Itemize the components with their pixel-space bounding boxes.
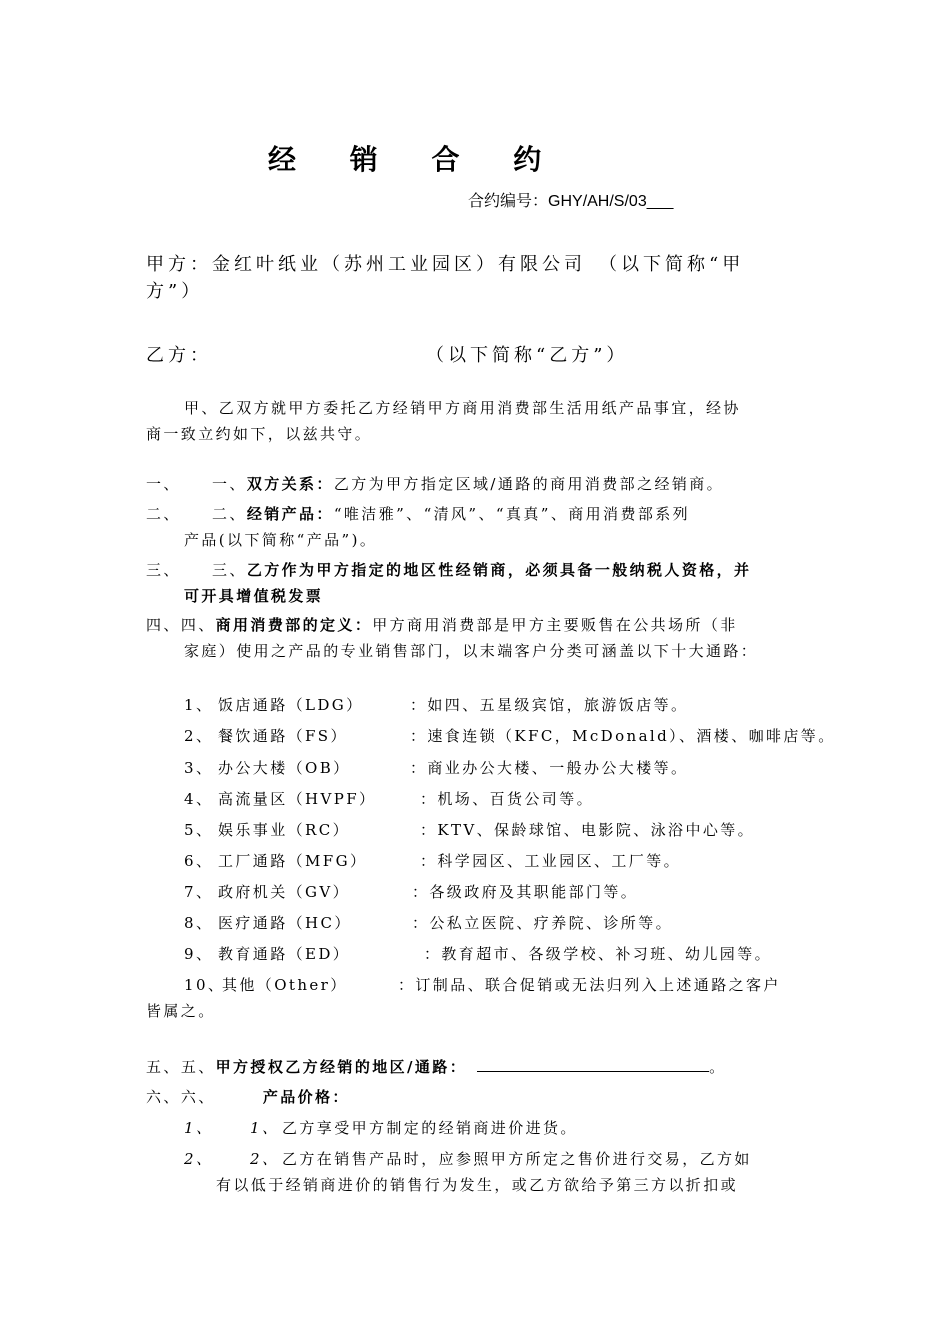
channel-description: ：商业办公大楼、一般办公大楼等。 [410, 759, 689, 777]
party-a-line2: 方”） [146, 281, 204, 302]
party-b-suffix: （以下简称“乙方”） [426, 345, 629, 366]
clause-1-text: 乙方为甲方指定区域/通路的商用消费部之经销商。 [333, 475, 725, 493]
channel-number: 7、 [184, 883, 214, 901]
channel-number: 4、 [184, 790, 214, 808]
channel-name: 医疗通路（HC） [218, 914, 352, 932]
clause-3-number: 三、 [146, 561, 181, 579]
channel-description: ：机场、百货公司等。 [420, 790, 595, 808]
clause-5-number: 五、 [146, 1058, 181, 1076]
channel-name: 教育通路（ED） [218, 945, 351, 963]
channel-name: 餐饮通路（FS） [218, 727, 348, 745]
clause-2-subnumber: 二、 [212, 505, 247, 523]
contract-number [468, 188, 673, 211]
clause-2 [146, 503, 690, 524]
party-a-line1: 甲方：金红叶纸业（苏州工业园区）有限公司 （以下简称“甲 [146, 254, 745, 275]
contract-number-value: GHY/AH/S/03___ [548, 193, 674, 210]
channel-item [184, 788, 594, 809]
clause-4-heading: 商用消费部的定义： [215, 616, 373, 634]
price-item-subnumber: 2、 [250, 1150, 280, 1168]
price-item-number: 2、 [184, 1150, 214, 1168]
clause-6-heading: 产品价格： [262, 1088, 350, 1106]
clause-3 [146, 559, 751, 580]
price-item-subnumber: 1、 [250, 1119, 280, 1137]
clause-5 [146, 1056, 727, 1077]
channel-description: ：公私立医院、疗养院、诊所等。 [412, 914, 674, 932]
channel-number: 6、 [184, 852, 214, 870]
channel-description: ：速食连锁（KFC，McDonald）、酒楼、咖啡店等。 [410, 727, 836, 745]
channel-number: 2、 [184, 727, 214, 745]
channel-number: 1、 [184, 696, 214, 714]
channel-item [184, 912, 673, 933]
channel-name: 饭店通路（LDG） [218, 696, 364, 714]
channel-number: 5、 [184, 821, 214, 839]
clause-1-subnumber: 一、 [212, 475, 247, 493]
clause-1-heading: 双方关系： [246, 475, 334, 493]
channel-item [184, 725, 836, 746]
channel-item [184, 694, 688, 715]
channel-number: 8、 [184, 914, 214, 932]
price-item-1 [184, 1117, 578, 1138]
clause-3-line2: 可开具增值税发票 [184, 587, 324, 605]
clause-5-heading: 甲方授权乙方经销的地区/通路： [215, 1058, 468, 1076]
channel-description: ：教育超市、各级学校、补习班、幼儿园等。 [424, 945, 773, 963]
clause-6-number: 六、 [146, 1088, 181, 1106]
channel-item [184, 943, 772, 964]
channel-number: 9、 [184, 945, 214, 963]
intro-line1: 甲、乙双方就甲方委托乙方经销甲方商用消费部生活用纸产品事宜，经协 [184, 399, 741, 417]
clause-4-text: 甲方商用消费部是甲方主要贩售在公共场所（非 [372, 616, 738, 634]
clause-1-number: 一、 [146, 475, 181, 493]
channel-name: 工厂通路（MFG） [218, 852, 368, 870]
clause-6-subnumber: 六、 [180, 1088, 216, 1106]
clause-4-number: 四、 [146, 616, 181, 634]
party-b-label: 乙方： [146, 345, 212, 366]
clause-5-end: 。 [709, 1058, 727, 1076]
clause-1 [146, 473, 724, 494]
channel-item [184, 819, 755, 840]
channel-name: 政府机关（GV） [218, 883, 351, 901]
clause-4-line2: 家庭）使用之产品的专业销售部门，以末端客户分类可涵盖以下十大通路： [184, 642, 759, 660]
clause-4-subnumber: 四、 [180, 616, 216, 634]
price-item-2 [184, 1148, 752, 1169]
channel-description: ：各级政府及其职能部门等。 [412, 883, 639, 901]
channel-item [184, 974, 781, 995]
channel-number: 3、 [184, 759, 214, 777]
channel-number: 10、 [184, 976, 226, 994]
price-item-text: 乙方在销售产品时，应参照甲方所定之售价进行交易，乙方如 [282, 1150, 752, 1168]
region-fill-line[interactable] [477, 1059, 709, 1072]
clause-3-text: 乙方作为甲方指定的地区性经销商，必须具备一般纳税人资格，并 [246, 561, 752, 579]
channel-name: 办公大楼（OB） [218, 759, 351, 777]
price-item-2-line2: 有以低于经销商进价的销售行为发生，或乙方欲给予第三方以折扣或 [216, 1176, 739, 1194]
channel-item [184, 757, 688, 778]
clause-2-number: 二、 [146, 505, 181, 523]
price-item-text: 乙方享受甲方制定的经销商进价进货。 [282, 1119, 578, 1137]
channel-item [184, 881, 638, 902]
clause-2-text: “唯洁雅”、“清风”、“真真”、商用消费部系列 [333, 505, 691, 523]
clause-4 [146, 614, 738, 635]
clause-6 [146, 1086, 350, 1107]
clause-5-subnumber: 五、 [180, 1058, 216, 1076]
clause-2-line2: 产品(以下简称“产品”)。 [184, 531, 378, 549]
contract-number-label: 合约编号： [468, 191, 549, 210]
document-title: 经 销 合 约 [268, 143, 564, 176]
channel-description: ：如四、五星级宾馆，旅游饭店等。 [410, 696, 689, 714]
channel-name: 娱乐事业（RC） [218, 821, 350, 839]
channel-name: 其他（Other） [222, 976, 348, 994]
channel-description: ：订制品、联合促销或无法归列入上述通路之客户 [398, 976, 781, 994]
intro-line2: 商一致立约如下，以兹共守。 [146, 425, 373, 443]
channel-item [184, 850, 681, 871]
clause-3-subnumber: 三、 [212, 561, 247, 579]
channel-description: ：KTV、保龄球馆、电影院、泳浴中心等。 [420, 821, 756, 839]
price-item-number: 1、 [184, 1119, 214, 1137]
channel-name: 高流量区（HVPF） [218, 790, 377, 808]
channel-10-line2: 皆属之。 [146, 1002, 216, 1020]
channel-description: ：科学园区、工业园区、工厂等。 [420, 852, 682, 870]
clause-2-heading: 经销产品： [246, 505, 334, 523]
